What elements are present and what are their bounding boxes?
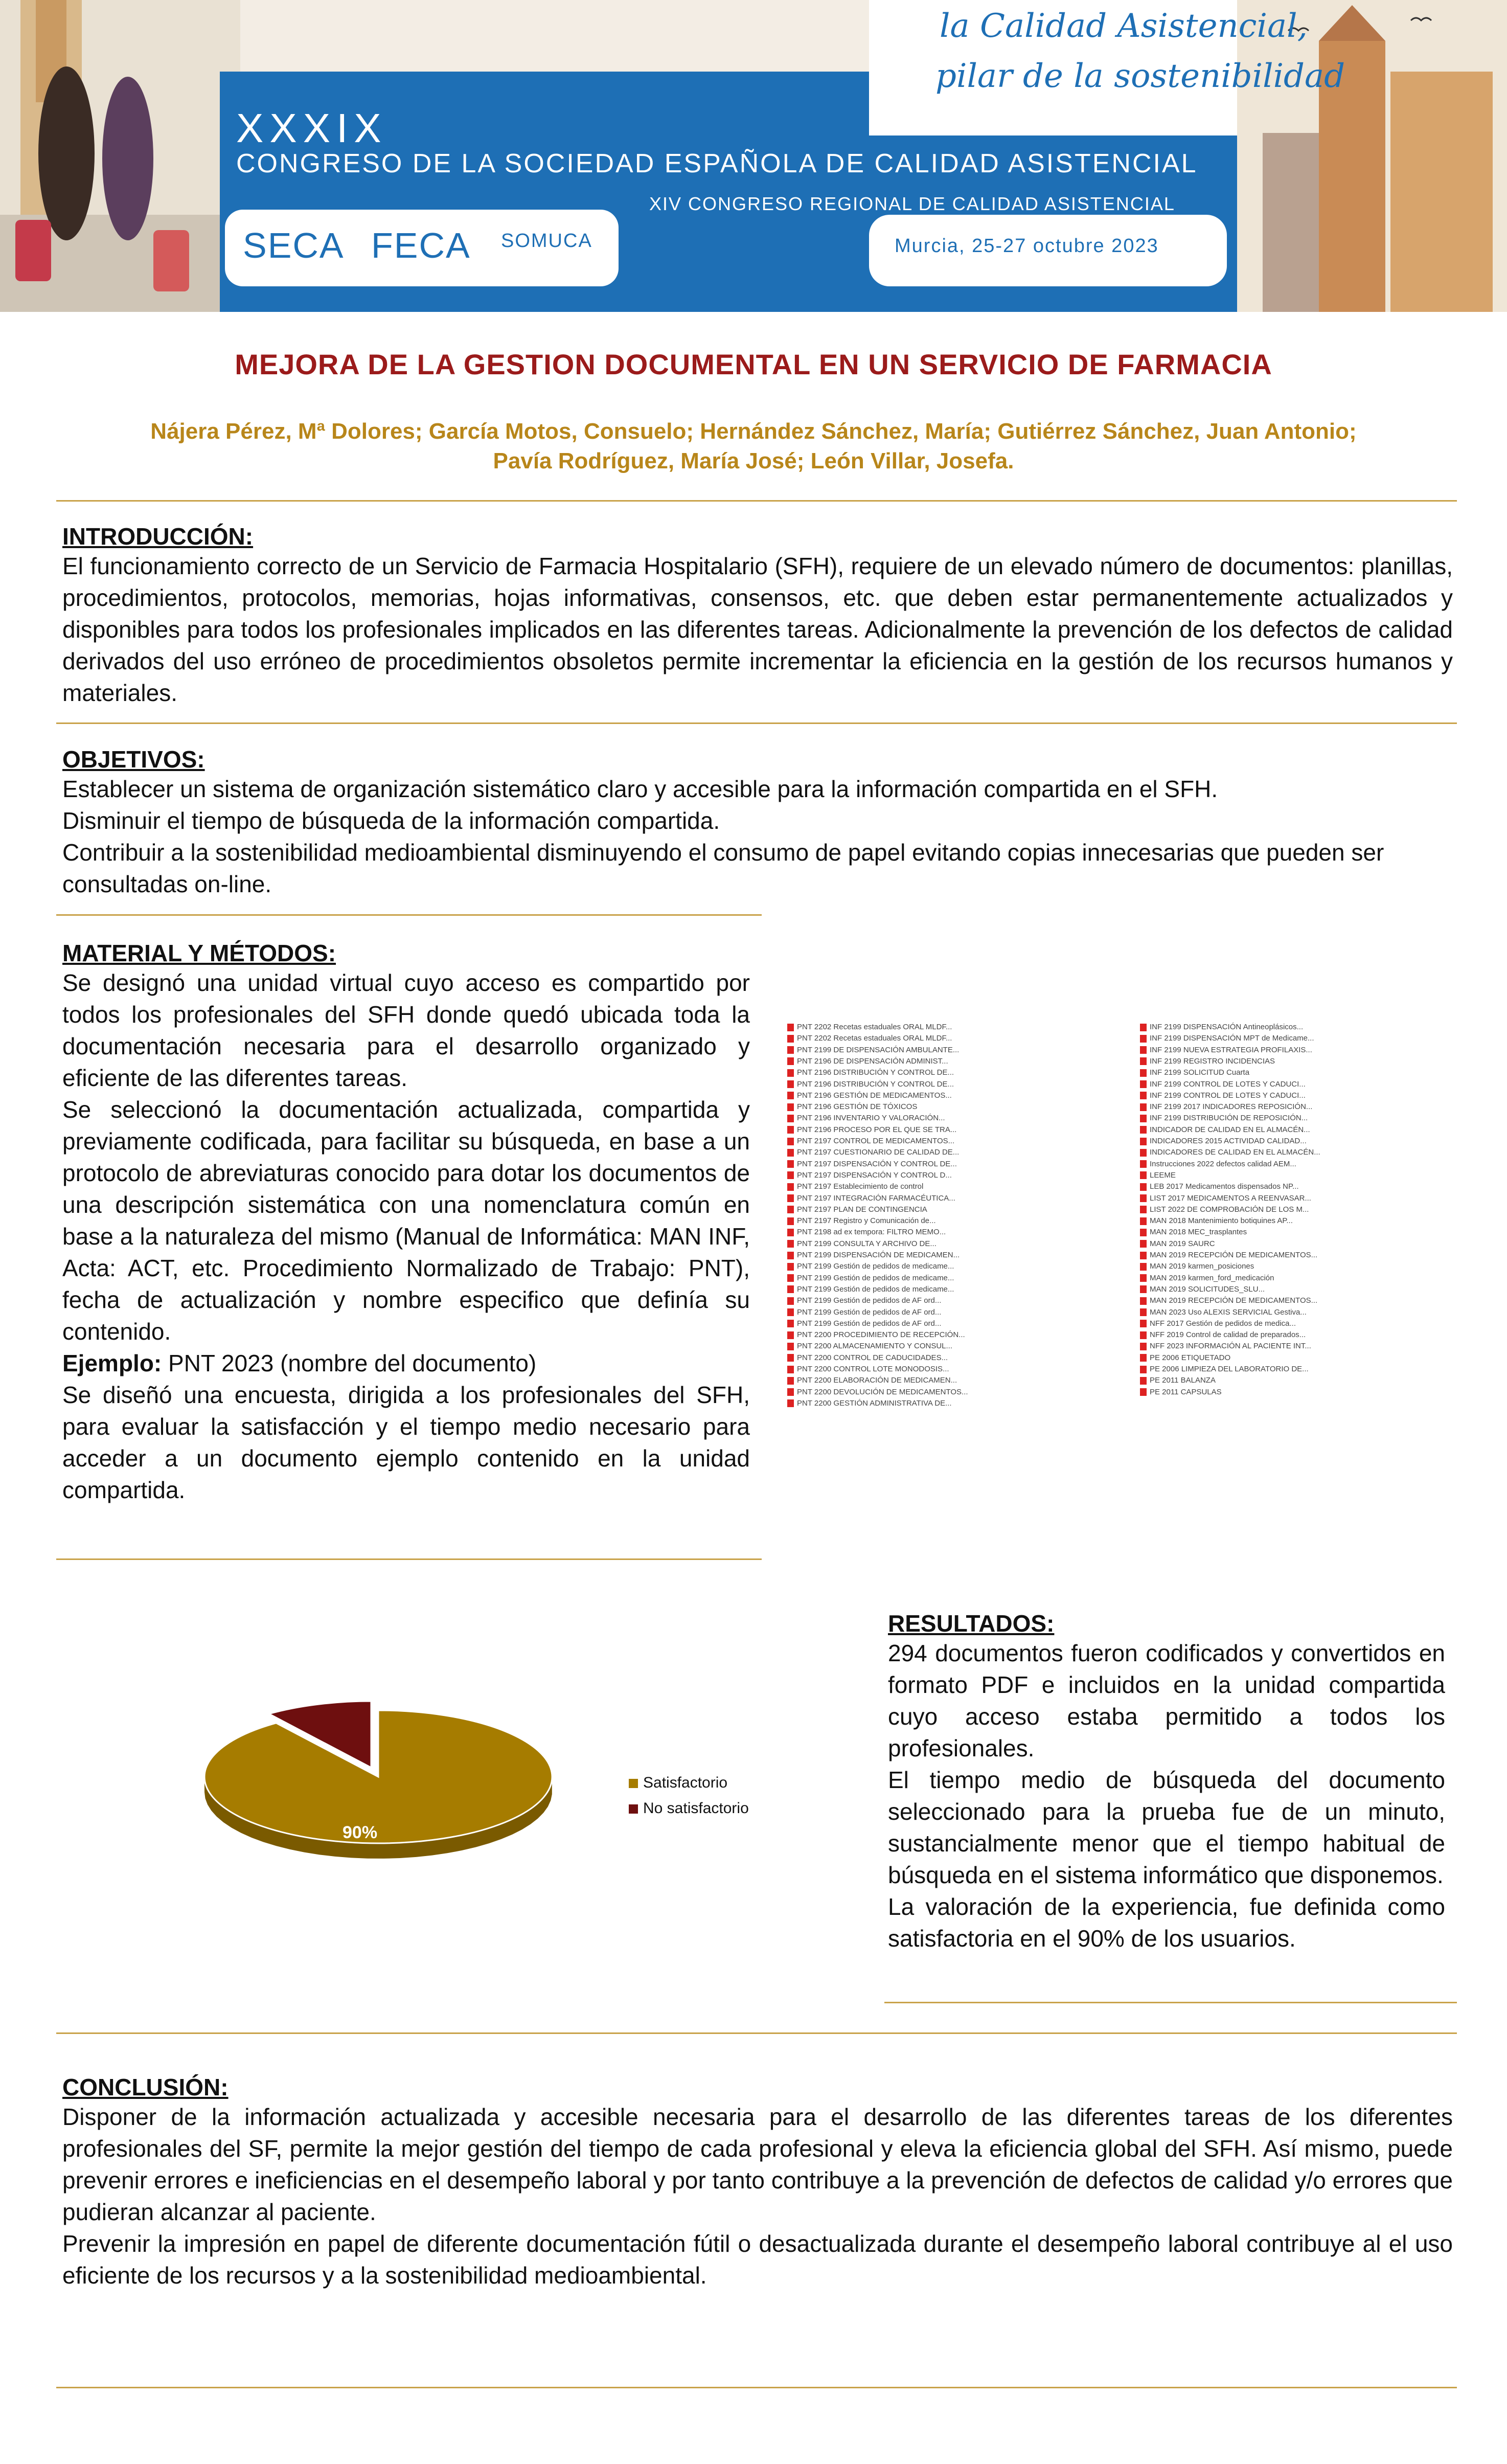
header-banner <box>0 0 1507 312</box>
section-heading: OBJETIVOS: <box>62 746 205 773</box>
document-file-row <box>1140 1023 1303 1034</box>
legend-swatch <box>629 1804 638 1814</box>
pdf-file-icon <box>787 1354 794 1362</box>
pdf-file-icon <box>787 1194 794 1202</box>
pdf-file-icon <box>787 1035 794 1043</box>
pdf-file-icon <box>787 1252 794 1259</box>
pdf-file-icon <box>1140 1252 1147 1259</box>
pdf-file-icon <box>1140 1320 1147 1327</box>
pdf-file-icon <box>787 1160 794 1168</box>
document-file-name: INDICADOR DE CALIDAD EN EL ALMACÉN... <box>1150 1125 1310 1134</box>
pdf-file-icon <box>787 1399 794 1407</box>
pdf-file-icon <box>787 1183 794 1191</box>
document-file-row <box>787 1171 952 1182</box>
document-file-name: INF 2199 2017 INDICADORES REPOSICIÓN... <box>1150 1102 1313 1112</box>
divider <box>56 722 1457 724</box>
document-file-row <box>1140 1388 1222 1399</box>
poster-title: MEJORA DE LA GESTION DOCUMENTAL EN UN SERVICIO DE FARMACIA <box>235 348 1272 380</box>
pdf-file-icon <box>1140 1080 1147 1088</box>
document-file-row <box>787 1353 948 1365</box>
document-file-name: PNT 2196 GESTIÓN DE TÓXICOS <box>797 1102 918 1112</box>
document-file-row <box>1140 1308 1307 1319</box>
divider <box>56 914 762 916</box>
document-file-row <box>787 1342 952 1353</box>
pdf-file-icon <box>787 1229 794 1236</box>
somuca-logo: SOMUCA <box>501 230 592 252</box>
document-file-row <box>1140 1057 1275 1068</box>
document-file-name: NFF 2019 Control de calidad de preparados... <box>1150 1330 1306 1340</box>
pdf-file-icon <box>787 1024 794 1031</box>
document-file-row <box>787 1102 917 1114</box>
document-file-row <box>787 1125 956 1137</box>
pdf-file-icon <box>787 1366 794 1373</box>
document-file-row <box>1140 1046 1312 1057</box>
document-file-name: PE 2006 ETIQUETADO <box>1150 1353 1231 1362</box>
document-file-name: INF 2199 DISPENSACIÓN MPT de Medicame... <box>1150 1034 1314 1043</box>
section-heading: INTRODUCCIÓN: <box>62 523 254 550</box>
document-file-row <box>787 1057 948 1068</box>
satisfaction-pie-chart <box>184 1659 792 1874</box>
section-objetivos <box>62 745 1453 900</box>
document-file-row <box>1140 1068 1249 1079</box>
authors-line1: Nájera Pérez, Mª Dolores; García Motos, Consuelo; Hernández Sánchez, María; Gutiérrez Sánchez, Juan Antonio; <box>150 419 1357 444</box>
pdf-file-icon <box>1140 1115 1147 1122</box>
document-file-name: PE 2006 LIMPIEZA DEL LABORATORIO DE... <box>1150 1365 1309 1373</box>
pdf-file-icon <box>1140 1240 1147 1248</box>
document-file-row <box>1140 1205 1309 1216</box>
document-file-row <box>787 1399 952 1410</box>
document-file-name: MAN 2019 RECEPCIÓN DE MEDICAMENTOS... <box>1150 1251 1318 1259</box>
congress-date: Murcia, 25-27 octubre 2023 <box>895 235 1159 257</box>
pdf-file-icon <box>1140 1194 1147 1202</box>
document-file-row <box>1140 1274 1274 1285</box>
document-file-name: LEB 2017 Medicamentos dispensados NP... <box>1150 1182 1299 1191</box>
paragraph: El tiempo medio de búsqueda del documento seleccionado para la prueba fue de un minuto, sustancialmente menor que el tiempo habitual de búsqueda en el sistema informático que disponemos. <box>888 1767 1445 1888</box>
document-file-row <box>787 1046 959 1057</box>
document-file-name: INF 2199 SOLICITUD Cuarta <box>1150 1068 1250 1077</box>
document-file-row <box>1140 1251 1317 1262</box>
pdf-file-icon <box>787 1343 794 1350</box>
pdf-file-icon <box>787 1285 794 1293</box>
document-file-row <box>787 1251 960 1262</box>
document-file-row <box>1140 1182 1299 1193</box>
pdf-file-icon <box>787 1138 794 1145</box>
divider <box>56 2387 1457 2388</box>
document-file-row <box>787 1330 965 1342</box>
document-file-name: PNT 2197 DISPENSACIÓN Y CONTROL D... <box>797 1170 952 1180</box>
pdf-file-icon <box>787 1069 794 1077</box>
document-file-name: PE 2011 CAPSULAS <box>1150 1387 1222 1396</box>
pdf-file-icon <box>787 1057 794 1065</box>
document-file-name: PNT 2198 ad ex tempora: FILTRO MEMO... <box>797 1228 946 1237</box>
document-file-name: MAN 2018 Mantenimiento botiquines AP... <box>1150 1216 1293 1226</box>
pdf-file-icon <box>787 1126 794 1134</box>
document-file-name: MAN 2018 MEC_trasplantes <box>1150 1228 1247 1237</box>
legend-swatch <box>629 1779 638 1788</box>
document-file-row <box>1140 1102 1312 1114</box>
document-file-name: PNT 2200 CONTROL LOTE MONODOSIS... <box>797 1365 949 1373</box>
document-file-row <box>1140 1148 1320 1159</box>
document-file-name: PNT 2197 Establecimiento de control <box>797 1182 924 1191</box>
legend-label: Satisfactorio <box>643 1774 728 1791</box>
document-file-name: PNT 2197 DISPENSACIÓN Y CONTROL DE... <box>797 1159 957 1168</box>
document-file-name: PNT 2197 CUESTIONARIO DE CALIDAD DE... <box>797 1148 960 1157</box>
pdf-file-icon <box>787 1217 794 1225</box>
document-file-row <box>787 1034 952 1045</box>
document-file-name: PNT 2196 DISTRIBUCIÓN Y CONTROL DE... <box>797 1068 954 1077</box>
pdf-file-icon <box>1140 1103 1147 1111</box>
paragraph: Prevenir la impresión en papel de diferente documentación fútil o desactualizada durante el desempeño laboral contribuye al el uso eficiente de los recursos y a la sostenibilidad medioambiental. <box>62 2230 1453 2289</box>
document-file-row <box>787 1114 945 1125</box>
document-file-row <box>1140 1194 1311 1205</box>
document-file-name: PNT 2202 Recetas estaduales ORAL MLDF... <box>797 1034 952 1043</box>
document-file-row <box>787 1376 957 1387</box>
document-file-row <box>787 1182 923 1193</box>
section-text <box>62 967 750 1506</box>
section-heading: MATERIAL Y MÉTODOS: <box>62 940 336 966</box>
pdf-file-icon <box>787 1115 794 1122</box>
pdf-file-icon <box>787 1274 794 1282</box>
section-introduccion <box>62 523 1453 709</box>
traveler-figure <box>38 66 95 240</box>
document-file-name: PNT 2199 Gestión de pedidos de AF ord... <box>797 1307 942 1317</box>
pdf-file-icon <box>1140 1377 1147 1385</box>
banner-slogan-line1: la Calidad Asistencial, <box>940 7 1308 45</box>
pdf-file-icon <box>1140 1297 1147 1305</box>
example-label: Ejemplo: <box>62 1350 162 1376</box>
paragraph: Disponer de la información actualizada y accesible necesaria para el desarrollo de las diferentes tareas de los diferentes profesionales del SF, permite la mejor gestión del tiempo de cada profesional y eleva la eficiencia global del SFH. Así mismo, puede prevenir errores e ineficiencias en el desempeño laboral y por tanto contribuye a la prevención de defectos de calidad y/o errores que pudieran alcanzar al paciente. <box>62 2104 1453 2225</box>
objective-item: Disminuir el tiempo de búsqueda de la información compartida. <box>62 807 720 834</box>
document-file-name: PNT 2196 GESTIÓN DE MEDICAMENTOS... <box>797 1091 952 1100</box>
document-file-name: MAN 2019 karmen_posiciones <box>1150 1262 1254 1271</box>
pdf-file-icon <box>1140 1046 1147 1054</box>
document-file-row <box>787 1205 927 1216</box>
document-file-row <box>1140 1239 1215 1251</box>
document-file-name: PNT 2200 ALMACENAMIENTO Y CONSUL... <box>797 1342 952 1351</box>
document-file-row <box>1140 1114 1308 1125</box>
pie-chart-svg <box>184 1659 573 1874</box>
document-file-name: PNT 2200 CONTROL DE CADUCIDADES... <box>797 1353 948 1362</box>
document-file-name: PNT 2199 DISPENSACIÓN DE MEDICAMEN... <box>797 1251 960 1259</box>
document-file-name: PNT 2199 Gestión de pedidos de AF ord... <box>797 1296 942 1305</box>
document-file-row <box>1140 1353 1230 1365</box>
document-file-name: PNT 2199 DE DISPENSACIÓN AMBULANTE... <box>797 1045 960 1054</box>
pdf-file-icon <box>1140 1388 1147 1396</box>
document-file-name: MAN 2019 SAURC <box>1150 1239 1215 1248</box>
document-file-name: PNT 2199 Gestión de pedidos de medicame... <box>797 1284 954 1294</box>
document-file-name: PNT 2197 Registro y Comunicación de... <box>797 1216 936 1226</box>
pdf-file-icon <box>787 1331 794 1339</box>
document-file-name: INF 2199 DISTRIBUCIÓN DE REPOSICIÓN... <box>1150 1114 1308 1123</box>
pdf-file-icon <box>787 1388 794 1396</box>
section-heading: RESULTADOS: <box>888 1610 1055 1637</box>
pdf-file-icon <box>787 1320 794 1327</box>
document-file-name: MAN 2019 RECEPCIÓN DE MEDICAMENTOS... <box>1150 1296 1318 1305</box>
pdf-file-icon <box>1140 1366 1147 1373</box>
document-file-row <box>787 1308 941 1319</box>
document-file-row <box>1140 1137 1307 1148</box>
document-file-row <box>1140 1330 1306 1342</box>
pdf-file-icon <box>787 1297 794 1305</box>
document-file-row <box>1140 1080 1306 1091</box>
pdf-file-icon <box>1140 1263 1147 1271</box>
document-file-name: LEEME <box>1150 1170 1176 1180</box>
paragraph: Se diseñó una encuesta, dirigida a los profesionales del SFH, para evaluar la satisfacción y el tiempo medio necesario para acceder a un documento ejemplo contenido en la unidad compartida. <box>62 1382 750 1503</box>
pdf-file-icon <box>787 1206 794 1213</box>
objectives-list <box>62 773 1453 900</box>
document-file-row <box>787 1023 952 1034</box>
objective-item: Contribuir a la sostenibilidad medioambiental disminuyendo el consumo de papel evitando copias innecesarias que pueden ser consultadas on-line. <box>62 839 1384 897</box>
section-text: El funcionamiento correcto de un Servicio de Farmacia Hospitalario (SFH), requiere de un elevado número de documentos: planillas, procedimientos, protocolos, memorias, hojas informativas, consensos, etc. que deben estar permanentemente actualizados y disponibles para todos los profesionales implicados en las diferentes tareas. Adicionalmente la prevención de los defectos de calidad derivados del uso erróneo de procedimientos obsoletos permite incrementar la eficiencia en la gestión de los recursos humanos y materiales. <box>62 553 1453 706</box>
document-file-row <box>1140 1342 1311 1353</box>
document-file-name: PNT 2199 Gestión de pedidos de AF ord... <box>797 1319 942 1328</box>
document-file-row <box>1140 1125 1310 1137</box>
example-text: PNT 2023 (nombre del documento) <box>162 1350 537 1376</box>
document-file-name: MAN 2019 SOLICITUDES_SLU... <box>1150 1284 1265 1294</box>
pdf-file-icon <box>1140 1069 1147 1077</box>
pdf-file-icon <box>1140 1160 1147 1168</box>
banner-slogan-line2: pilar de la sostenibilidad <box>935 57 1345 95</box>
document-file-row <box>1140 1216 1293 1228</box>
pdf-file-icon <box>1140 1126 1147 1134</box>
authors <box>77 417 1430 476</box>
document-file-name: PNT 2197 INTEGRACIÓN FARMACÉUTICA... <box>797 1193 955 1203</box>
document-file-name: NFF 2023 INFORMACIÓN AL PACIENTE INT... <box>1150 1342 1311 1351</box>
document-file-name: PNT 2199 Gestión de pedidos de medicame... <box>797 1262 954 1271</box>
objective-item: Establecer un sistema de organización sistemático claro y accesible para la información compartida en el SFH. <box>62 776 1218 802</box>
pdf-file-icon <box>787 1092 794 1099</box>
document-file-name: INF 2199 DISPENSACIÓN Antineoplásicos... <box>1150 1023 1304 1031</box>
document-file-row <box>787 1262 954 1273</box>
document-file-row <box>787 1160 957 1171</box>
pdf-file-icon <box>787 1149 794 1157</box>
section-conclusion <box>62 2073 1453 2291</box>
document-file-row <box>787 1319 941 1330</box>
document-file-name: INDICADORES 2015 ACTIVIDAD CALIDAD... <box>1150 1137 1307 1145</box>
document-file-row <box>1140 1228 1247 1239</box>
divider <box>884 2002 1457 2003</box>
pdf-file-icon <box>1140 1206 1147 1213</box>
pdf-file-icon <box>1140 1308 1147 1316</box>
congress-subtitle: XIV CONGRESO REGIONAL DE CALIDAD ASISTENCIAL <box>649 193 1175 214</box>
legend-entry <box>629 1774 727 1792</box>
document-file-name: INF 2199 NUEVA ESTRATEGIA PROFILAXIS... <box>1150 1045 1312 1054</box>
divider <box>56 1558 762 1560</box>
pdf-file-icon <box>1140 1274 1147 1282</box>
document-file-row <box>1140 1319 1296 1330</box>
seca-logo: SECA <box>243 225 345 265</box>
document-file-name: LIST 2017 MEDICAMENTOS A REENVASAR... <box>1150 1193 1311 1203</box>
document-file-row <box>1140 1285 1265 1296</box>
paragraph: Se designó una unidad virtual cuyo acceso es compartido por todos los profesionales del SFH donde quedó ubicada toda la documentación necesaria para el desarrollo organizado y eficiente de las diferentes tareas. <box>62 969 750 1091</box>
document-file-row <box>787 1365 949 1376</box>
paragraph: 294 documentos fueron codificados y convertidos en formato PDF e incluidos en la unidad compartida cuyo acceso estaba permitido a todos los profesionales. <box>888 1640 1445 1761</box>
pdf-file-icon <box>1140 1354 1147 1362</box>
document-file-name: PNT 2197 PLAN DE CONTINGENCIA <box>797 1205 927 1214</box>
legend-entry <box>629 1800 749 1817</box>
document-file-name: PE 2011 BALANZA <box>1150 1376 1216 1385</box>
pdf-file-icon <box>787 1308 794 1316</box>
document-file-name: PNT 2196 PROCESO POR EL QUE SE TRA... <box>797 1125 957 1134</box>
document-file-row <box>787 1091 952 1102</box>
legend-label: No satisfactorio <box>643 1800 749 1817</box>
pdf-file-icon <box>1140 1092 1147 1099</box>
document-file-name: PNT 2200 ELABORACIÓN DE MEDICAMEN... <box>797 1376 957 1385</box>
document-file-row <box>1140 1091 1306 1102</box>
section-material <box>62 939 750 1506</box>
pdf-file-icon <box>1140 1285 1147 1293</box>
pdf-file-icon <box>787 1377 794 1385</box>
document-file-row <box>1140 1296 1317 1307</box>
pdf-file-icon <box>787 1080 794 1088</box>
document-file-row <box>1140 1160 1296 1171</box>
feca-logo: FECA <box>371 225 471 265</box>
section-resultados <box>888 1610 1445 1954</box>
document-file-row <box>787 1194 955 1205</box>
document-file-row <box>1140 1262 1254 1273</box>
document-file-row <box>787 1080 954 1091</box>
pie-data-label: 10% <box>271 1675 306 1694</box>
divider <box>56 500 1457 502</box>
section-text <box>888 1637 1445 1954</box>
pdf-file-icon <box>1140 1217 1147 1225</box>
document-file-name: PNT 2196 DE DISPENSACIÓN ADMINIST... <box>797 1056 948 1066</box>
example-line <box>62 1347 750 1379</box>
document-file-name: LIST 2022 DE COMPROBACIÓN DE LOS M... <box>1150 1205 1309 1214</box>
document-file-name: INF 2199 CONTROL DE LOTES Y CADUCI... <box>1150 1079 1306 1089</box>
document-file-name: MAN 2023 Uso ALEXIS SERVICIAL Gestiva... <box>1150 1307 1307 1317</box>
pdf-file-icon <box>1140 1035 1147 1043</box>
pdf-file-icon <box>787 1240 794 1248</box>
document-file-name: PNT 2200 DEVOLUCIÓN DE MEDICAMENTOS... <box>797 1387 968 1396</box>
document-file-name: PNT 2197 CONTROL DE MEDICAMENTOS... <box>797 1137 955 1145</box>
document-file-row <box>1140 1171 1176 1182</box>
document-file-name: PNT 2196 INVENTARIO Y VALORACIÓN... <box>797 1114 945 1123</box>
paragraph: Se seleccionó la documentación actualizada, compartida y previamente codificada, para facilitar su búsqueda, en base a un protocolo de abreviaturas conocido para dotar los documentos de una descripción sistemática con una nomenclatura común en base a la naturaleza del mismo (Manual de Informática: MAN INF, Acta: ACT, etc. Procedimiento Normalizado de Trabajo: PNT), fecha de actualización y nombre especifico que definía su contenido. <box>62 1096 750 1345</box>
document-file-name: PNT 2196 DISTRIBUCIÓN Y CONTROL DE... <box>797 1079 954 1089</box>
document-file-row <box>787 1296 941 1307</box>
document-file-name: PNT 2199 Gestión de pedidos de medicame... <box>797 1273 954 1282</box>
document-file-name: INF 2199 CONTROL DE LOTES Y CADUCI... <box>1150 1091 1306 1100</box>
congress-number: XXXIX <box>236 105 387 151</box>
pdf-file-icon <box>1140 1183 1147 1191</box>
document-file-row <box>787 1274 954 1285</box>
pdf-file-icon <box>1140 1331 1147 1339</box>
pdf-file-icon <box>787 1046 794 1054</box>
document-list-screenshot <box>787 1023 1447 1411</box>
pdf-file-icon <box>1140 1229 1147 1236</box>
document-file-row <box>1140 1376 1216 1387</box>
pie-data-label: 90% <box>342 1823 378 1842</box>
pdf-file-icon <box>1140 1343 1147 1350</box>
document-file-row <box>787 1228 946 1239</box>
document-file-row <box>787 1388 968 1399</box>
paragraph: La valoración de la experiencia, fue definida como satisfactoria en el 90% de los usuarios. <box>888 1893 1445 1952</box>
document-file-row <box>1140 1365 1309 1376</box>
document-file-row <box>787 1239 937 1251</box>
document-file-row <box>787 1068 954 1079</box>
pdf-file-icon <box>1140 1057 1147 1065</box>
document-file-name: NFF 2017 Gestión de pedidos de medica... <box>1150 1319 1296 1328</box>
section-text <box>62 2101 1453 2291</box>
document-file-name: PNT 2200 GESTIÓN ADMINISTRATIVA DE... <box>797 1398 952 1408</box>
authors-line2: Pavía Rodríguez, María José; León Villar, Josefa. <box>493 448 1014 473</box>
document-file-name: MAN 2019 karmen_ford_medicación <box>1150 1273 1274 1282</box>
pdf-file-icon <box>1140 1024 1147 1031</box>
document-file-row <box>787 1137 954 1148</box>
document-file-row <box>787 1216 936 1228</box>
document-file-name: PNT 2200 PROCEDIMIENTO DE RECEPCIÓN... <box>797 1330 965 1340</box>
pdf-file-icon <box>787 1171 794 1179</box>
document-file-name: PNT 2202 Recetas estaduales ORAL MLDF... <box>797 1023 952 1031</box>
document-file-row <box>787 1285 954 1296</box>
document-file-name: PNT 2199 CONSULTA Y ARCHIVO DE... <box>797 1239 937 1248</box>
document-file-row <box>787 1148 959 1159</box>
pdf-file-icon <box>1140 1138 1147 1145</box>
pdf-file-icon <box>1140 1171 1147 1179</box>
pdf-file-icon <box>787 1103 794 1111</box>
document-file-name: Instrucciones 2022 defectos calidad AEM... <box>1150 1159 1296 1168</box>
pdf-file-icon <box>787 1263 794 1271</box>
divider <box>56 2032 1457 2034</box>
pdf-file-icon <box>1140 1149 1147 1157</box>
congress-title: CONGRESO DE LA SOCIEDAD ESPAÑOLA DE CALIDAD ASISTENCIAL <box>236 149 1198 178</box>
section-heading: CONCLUSIÓN: <box>62 2074 229 2100</box>
document-file-name: INDICADORES DE CALIDAD EN EL ALMACÉN... <box>1150 1148 1320 1157</box>
document-file-row <box>1140 1034 1314 1045</box>
pie-slice-satisfactorio <box>204 1710 552 1843</box>
document-file-name: INF 2199 REGISTRO INCIDENCIAS <box>1150 1056 1275 1066</box>
